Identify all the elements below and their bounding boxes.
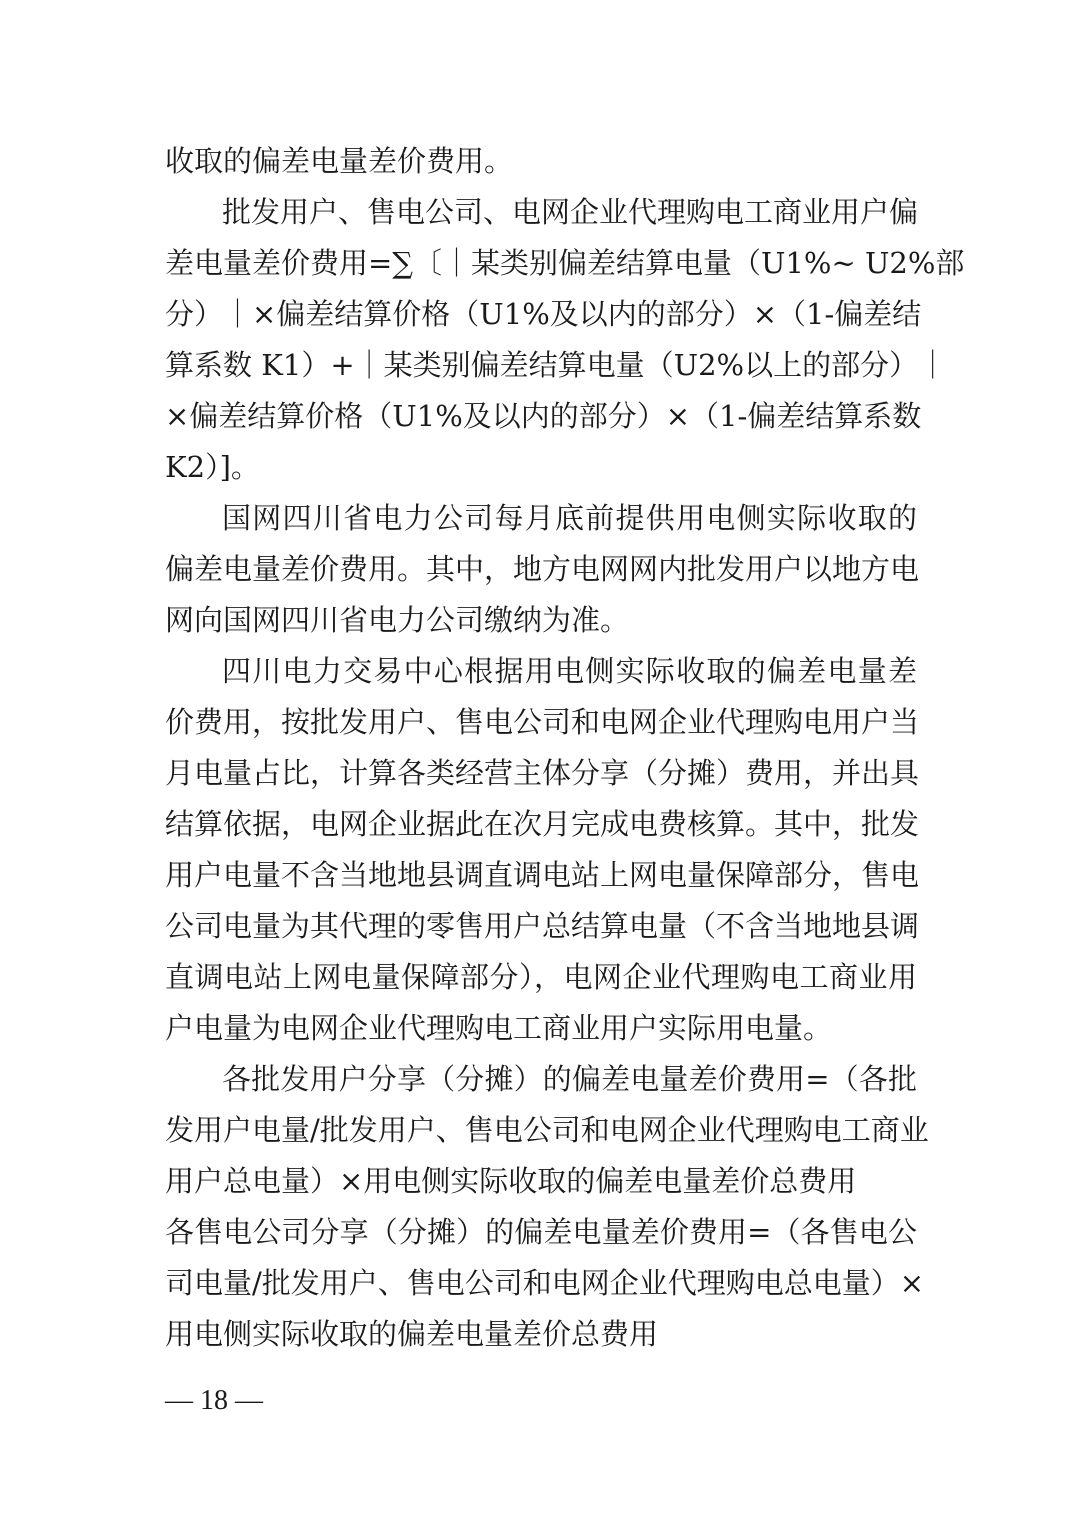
text-line: 差电量差价费用=∑〔｜某类别偏差结算电量（U1%~ U2%部 xyxy=(165,246,965,280)
text-line: 用户电量不含当地地县调直调电站上网电量保障部分，售电 xyxy=(165,858,920,892)
text-line: 公司电量为其代理的零售用户总结算电量（不含当地地县调 xyxy=(165,909,920,943)
text-line: 算系数 K1）+｜某类别偏差结算电量（U2%以上的部分）｜ xyxy=(165,348,948,382)
text-line: 月电量占比，计算各类经营主体分享（分摊）费用，并出具 xyxy=(165,756,920,790)
text-line: 四川电力交易中心根据用电侧实际收取的偏差电量差 xyxy=(222,654,917,688)
text-line: K2）]。 xyxy=(165,450,260,484)
text-line: ×偏差结算价格（U1%及以内的部分）×（1-偏差结算系数 xyxy=(165,399,922,433)
text-line: 偏差电量差价费用。其中，地方电网网内批发用户以地方电 xyxy=(165,552,920,586)
text-line: 收取的偏差电量差价费用。 xyxy=(165,144,514,178)
text-line: 用户总电量）×用电侧实际收取的偏差电量差价总费用 xyxy=(165,1164,857,1198)
text-line: 户电量为电网企业代理购电工商业用户实际用电量。 xyxy=(165,1011,833,1045)
text-line: 各售电公司分享（分摊）的偏差电量差价费用=（各售电公 xyxy=(165,1215,917,1249)
text-line: 各批发用户分享（分摊）的偏差电量差价费用=（各批 xyxy=(222,1062,917,1096)
page-number: — 18 — xyxy=(165,1385,263,1416)
text-line: 发用户电量/批发用户、售电公司和电网企业代理购电工商业 xyxy=(165,1113,929,1147)
text-line: 用电侧实际收取的偏差电量差价总费用 xyxy=(165,1317,659,1351)
text-line: 结算依据，电网企业据此在次月完成电费核算。其中，批发 xyxy=(165,807,920,841)
text-line: 司电量/批发用户、售电公司和电网企业代理购电总电量）× xyxy=(165,1266,925,1300)
text-line: 批发用户、售电公司、电网企业代理购电工商业用户偏 xyxy=(222,195,919,229)
text-line: 分）｜×偏差结算价格（U1%及以内的部分）×（1-偏差结 xyxy=(165,297,922,331)
text-line: 网向国网四川省电力公司缴纳为准。 xyxy=(165,603,630,637)
text-line: 国网四川省电力公司每月底前提供用电侧实际收取的 xyxy=(222,501,917,535)
text-line: 价费用，按批发用户、售电公司和电网企业代理购电用户当 xyxy=(165,705,920,739)
text-line: 直调电站上网电量保障部分），电网企业代理购电工商业用 xyxy=(165,960,917,994)
